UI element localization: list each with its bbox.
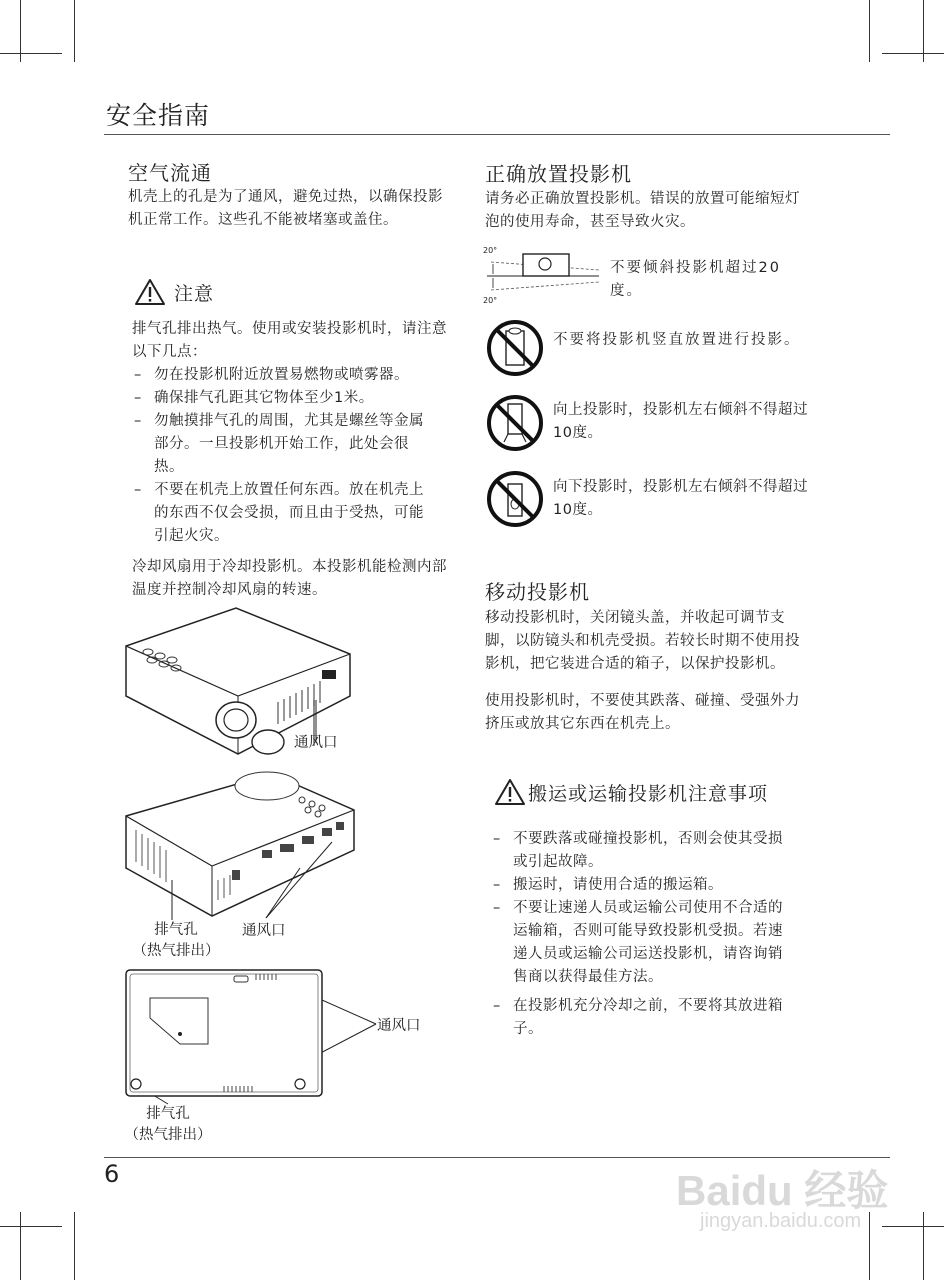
- moving-heading: 移动投影机: [485, 580, 590, 604]
- watermark-url: jingyan.baidu.com: [700, 1210, 862, 1232]
- list-item: – 在投影机充分冷却之前，不要将其放进箱子。: [491, 995, 791, 1041]
- vent-label-1: 通风口: [294, 735, 338, 751]
- watermark-brand: Baidu 经验: [676, 1167, 889, 1214]
- placement-rule-3: 向上投影时，投影机左右倾斜不得超过10度。: [553, 402, 808, 441]
- moving-body-1: 移动投影机时，关闭镜头盖，并收起可调节支脚，以防镜头和机壳受损。若较长时期不使用投影机，把它装进合适的箱子，以保护投影机。: [485, 610, 800, 672]
- caution-label: 注意: [174, 282, 215, 305]
- list-item: – 不要在机壳上放置任何东西。放在机壳上的东西不仅会受损，而且由于受热，可能引起火灾。: [132, 479, 432, 548]
- transport-list: [491, 828, 791, 1041]
- transport-heading-row: [494, 778, 768, 806]
- exhaust-label-3-main: 排气孔: [146, 1106, 190, 1122]
- vent-label-3: 通风口: [377, 1018, 421, 1034]
- no-tilt-down-icon: [486, 470, 544, 528]
- transport-heading: 搬运或运输投影机注意事项: [528, 782, 769, 805]
- list-item: – 勿在投影机附近放置易燃物或喷雾器。: [132, 364, 432, 387]
- exhaust-label-3-sub: （热气排出）: [124, 1127, 212, 1143]
- placement-body: 请务必正确放置投影机。错误的放置可能缩短灯泡的使用寿命，甚至导致火灾。: [485, 191, 800, 230]
- no-tilt-up-icon: [486, 394, 544, 452]
- warning-icon: [494, 778, 526, 806]
- moving-body-2: 使用投影机时，不要使其跌落、碰撞、受强外力挤压或放其它东西在机壳上。: [485, 693, 800, 732]
- exhaust-label-2: [130, 920, 222, 962]
- placement-rule-2: 不要将投影机竖直放置进行投影。: [553, 332, 801, 348]
- page-title: 安全指南: [106, 101, 211, 130]
- placement-rule-4: 向下投影时，投影机左右倾斜不得超过10度。: [553, 479, 808, 518]
- list-item: – 不要让速递人员或运输公司使用不合适的运输箱，否则可能导致投影机受损。若速递人员或运输公司运送投影机，请咨询销售商以获得最佳方法。: [491, 897, 791, 989]
- projector-bottom-illustration: [124, 968, 326, 1100]
- page-number: 6: [104, 1160, 120, 1188]
- exhaust-label-2-main: 排气孔: [154, 922, 198, 938]
- exhaust-label-2-sub: （热气排出）: [132, 943, 220, 959]
- vent-label-2: 通风口: [242, 923, 286, 939]
- tilt-angle-icon: [483, 248, 603, 308]
- tilt-top-label: 20°: [483, 246, 498, 255]
- tilt-bottom-label: 20°: [483, 296, 498, 305]
- placement-heading: 正确放置投影机: [485, 162, 632, 186]
- fan-note: 冷却风扇用于冷却投影机。本投影机能检测内部温度并控制冷却风扇的转速。: [132, 559, 447, 598]
- airflow-heading: 空气流通: [128, 161, 212, 185]
- list-item: – 确保排气孔距其它物体至少1米。: [132, 387, 432, 410]
- list-item: – 勿触摸排气孔的周围，尤其是螺丝等金属部分。一旦投影机开始工作，此处会很热。: [132, 410, 432, 479]
- airflow-body: 机壳上的孔是为了通风，避免过热，以确保投影机正常工作。这些孔不能被堵塞或盖住。: [128, 189, 443, 228]
- list-item: – 搬运时，请使用合适的搬运箱。: [491, 874, 791, 897]
- list-item: – 不要跌落或碰撞投影机，否则会使其受损或引起故障。: [491, 828, 791, 874]
- placement-rule-1: 不要倾斜投影机超过20度。: [610, 260, 781, 299]
- exhaust-label-3: [122, 1104, 214, 1146]
- tilt-diagram: [483, 248, 603, 308]
- no-vertical-icon: [486, 319, 544, 377]
- caution-intro: 排气孔排出热气。使用或安装投影机时，请注意以下几点：: [132, 321, 447, 360]
